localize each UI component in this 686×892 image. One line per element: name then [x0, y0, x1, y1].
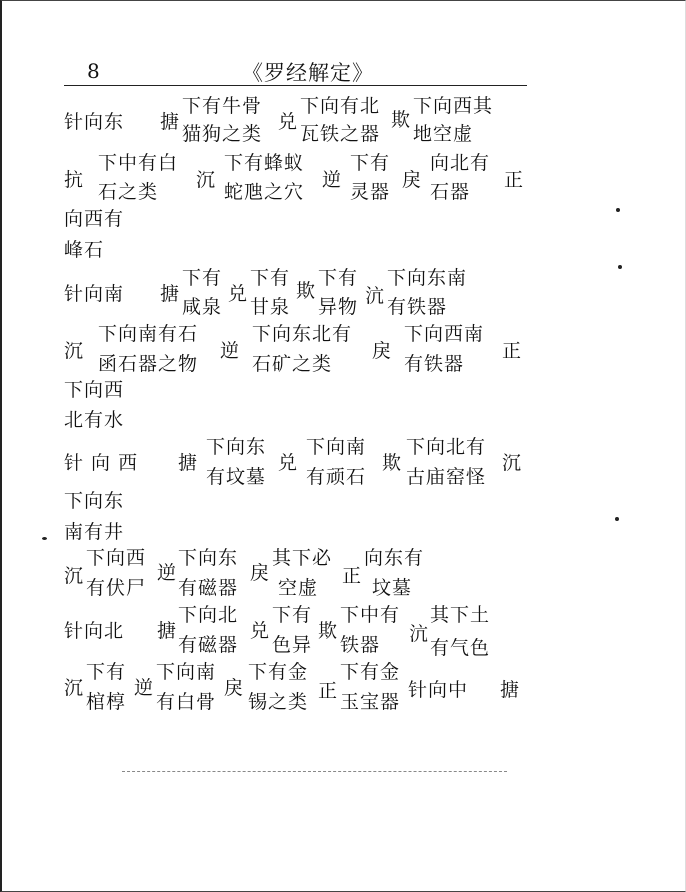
north-chen2-line2: 棺椁 — [86, 691, 127, 713]
west-tang: 搪 — [178, 452, 199, 474]
north-chen2-line1: 下有 — [86, 661, 127, 683]
north-qi: 欺 — [318, 620, 339, 642]
north-tang: 搪 — [157, 620, 178, 642]
east-ni: 逆 — [322, 169, 343, 191]
south-chen2-line2: 函石器之物 — [98, 353, 199, 375]
south-dui-line1: 下有 — [250, 267, 291, 289]
north-dui: 兑 — [250, 620, 271, 642]
scan-speck — [615, 517, 619, 521]
east-kang: 抗 — [64, 169, 85, 191]
south-label: 针向南 — [64, 283, 125, 305]
south-tang-line1: 下有 — [182, 267, 223, 289]
north-zheng: 正 — [318, 680, 339, 702]
north-chen-line2: 有气色 — [430, 637, 491, 659]
scan-speck — [42, 537, 47, 540]
east-lie: 戾 — [402, 169, 423, 191]
south-dui: 兑 — [228, 283, 249, 305]
scan-speck — [616, 208, 620, 212]
south-dui-line2: 甘泉 — [250, 296, 291, 318]
north-chen-line1: 其下土 — [430, 604, 491, 626]
east-lie-line2: 石器 — [430, 181, 471, 203]
south-ni-line2: 石矿之类 — [252, 353, 333, 375]
scan-speck — [618, 265, 622, 269]
west-qi-line2: 古庙窑怪 — [406, 466, 487, 488]
north-dui-line2: 色异 — [272, 634, 313, 656]
west-chen2-line1: 下向西 — [86, 547, 147, 569]
west-ni-line2: 有磁器 — [178, 577, 239, 599]
west-label: 针 向 西 — [64, 452, 139, 474]
west-ni: 逆 — [157, 562, 178, 584]
book-title: 《罗经解定》 — [242, 61, 374, 85]
west-lie-line2: 空虚 — [278, 577, 319, 599]
south-lie-line2: 有铁器 — [404, 353, 465, 375]
page-number: 8 — [87, 59, 100, 83]
west-tang-line2: 有坟墓 — [206, 466, 267, 488]
south-ni-line1: 下向东北有 — [252, 323, 353, 345]
west-chen2: 沉 — [64, 565, 85, 587]
south-chen1-line1: 下向东南 — [387, 267, 468, 289]
west-dui-line2: 有顽石 — [306, 466, 367, 488]
east-dui: 兑 — [278, 111, 299, 133]
center-label: 针向中 — [408, 679, 469, 701]
west-chen: 沉 — [502, 452, 523, 474]
north-tang-line2: 有磁器 — [178, 634, 239, 656]
bottom-rule — [122, 771, 507, 772]
east-chen-line1: 下有蜂蚁 — [224, 152, 305, 174]
west-tang-line1: 下向东 — [206, 436, 267, 458]
west-ni-line1: 下向东 — [178, 547, 239, 569]
east-qi: 欺 — [391, 109, 412, 131]
south-chen1-line2: 有铁器 — [387, 296, 448, 318]
west-zheng: 正 — [342, 565, 363, 587]
north-dui-line1: 下有 — [272, 604, 313, 626]
south-qi: 欺 — [296, 280, 317, 302]
south-chen2: 沉 — [64, 340, 85, 362]
south-lie: 戾 — [372, 340, 393, 362]
south-lie-line1: 下向西南 — [404, 323, 485, 345]
south-qi-line2: 异物 — [318, 296, 359, 318]
east-kang-line2: 石之类 — [98, 181, 159, 203]
east-dui-line1: 下向有北 — [300, 95, 381, 117]
east-kang-line1: 下中有白 — [98, 152, 179, 174]
west-lie-line1: 其下必 — [272, 547, 333, 569]
north-chen2: 沉 — [64, 677, 85, 699]
east-qi-line2: 地空虚 — [413, 123, 474, 145]
west-chen-line1: 下向东 — [64, 490, 125, 512]
west-zheng-line2: 坟墓 — [372, 577, 413, 599]
east-zheng-line2: 峰石 — [64, 239, 105, 261]
east-chen-line2: 蛇虺之穴 — [224, 181, 305, 203]
south-chen2-line1: 下向南有石 — [98, 323, 199, 345]
west-qi-line1: 下向北有 — [406, 436, 487, 458]
west-chen-line2: 南有井 — [64, 521, 125, 543]
west-lie: 戾 — [250, 562, 271, 584]
east-ni-line1: 下有 — [350, 152, 391, 174]
north-zheng-line2: 玉宝器 — [340, 691, 401, 713]
north-qi-line2: 铁器 — [340, 634, 381, 656]
north-lie-line1: 下有金 — [248, 661, 309, 683]
west-qi: 欺 — [382, 452, 403, 474]
south-tang: 搪 — [160, 283, 181, 305]
east-zheng: 正 — [504, 169, 525, 191]
north-lie: 戾 — [224, 677, 245, 699]
north-zheng-line1: 下有金 — [340, 661, 401, 683]
north-ni-line1: 下向南 — [156, 661, 217, 683]
east-zheng-line1: 向西有 — [64, 208, 125, 230]
east-tang-line2: 猫狗之类 — [182, 123, 263, 145]
south-zheng-line2: 北有水 — [64, 409, 125, 431]
north-ni-line2: 有白骨 — [156, 691, 217, 713]
south-qi-line1: 下有 — [318, 267, 359, 289]
west-dui: 兑 — [278, 452, 299, 474]
east-lie-line1: 向北有 — [430, 152, 491, 174]
south-tang-line2: 咸泉 — [182, 296, 223, 318]
south-ni: 逆 — [220, 340, 241, 362]
west-zheng-line1: 向东有 — [364, 547, 425, 569]
east-qi-line1: 下向西其 — [413, 95, 494, 117]
north-lie-line2: 锡之类 — [248, 691, 309, 713]
east-dui-line2: 瓦铁之器 — [300, 123, 381, 145]
west-chen2-line2: 有伏尸 — [86, 577, 147, 599]
east-ni-line2: 灵器 — [350, 181, 391, 203]
north-ni: 逆 — [134, 677, 155, 699]
north-label: 针向北 — [64, 620, 125, 642]
south-zheng-line1: 下向西 — [64, 379, 125, 401]
north-qi-line1: 下中有 — [340, 604, 401, 626]
north-tang-line1: 下向北 — [178, 604, 239, 626]
east-chen: 沉 — [196, 169, 217, 191]
east-tang-line1: 下有牛骨 — [182, 95, 263, 117]
west-dui-line1: 下向南 — [306, 436, 367, 458]
east-label: 针向东 — [64, 111, 125, 133]
south-chen1: 沆 — [365, 285, 386, 307]
center-tang: 搪 — [500, 679, 521, 701]
south-zheng: 正 — [502, 340, 523, 362]
header-rule — [64, 85, 527, 86]
east-tang: 搪 — [160, 111, 181, 133]
north-chen: 沆 — [409, 623, 430, 645]
